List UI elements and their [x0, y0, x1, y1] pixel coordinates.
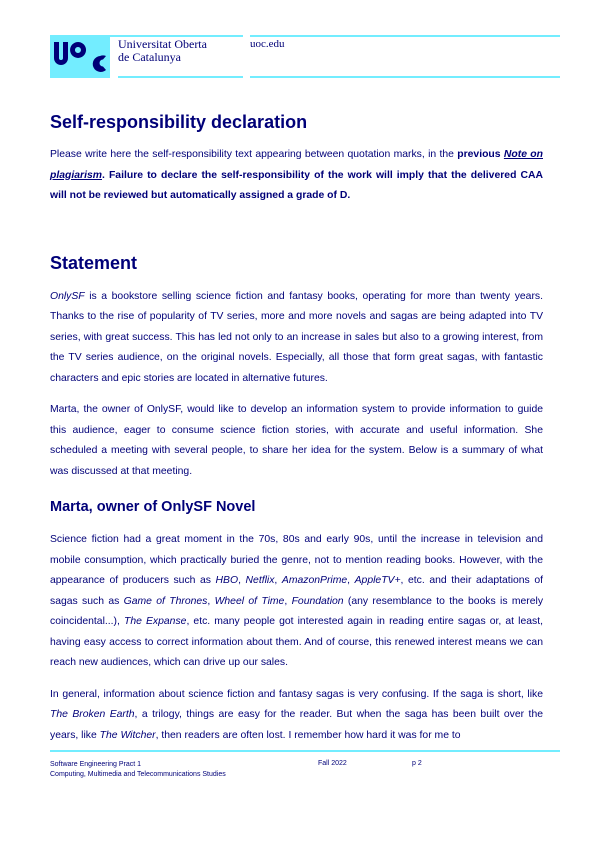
marta-paragraph-2 [50, 685, 543, 747]
text: , then readers are often lost. I remember how hard it was for me to [155, 729, 461, 741]
marta-section-title: Marta, owner of OnlySF Novel [50, 499, 256, 515]
header-rule-bottom-left [118, 76, 243, 78]
declaration-title: Self-responsibility declaration [50, 112, 308, 132]
statement-title: Statement [50, 252, 138, 273]
marta-paragraph-1 [50, 530, 543, 674]
text: Wheel of Time [214, 595, 285, 607]
text: , [284, 595, 292, 607]
institution-name [118, 38, 207, 64]
uoc-logo-icon [50, 36, 110, 78]
text: AmazonPrime [281, 575, 348, 586]
text: (any resemblance to the books is merely coincidental...), [50, 595, 544, 627]
text: The Broken Earth [50, 709, 135, 720]
declaration-paragraph [50, 145, 543, 207]
institution-line-2: de Catalunya [118, 50, 181, 64]
text: The Expanse [123, 616, 187, 627]
text: Foundation [291, 595, 344, 607]
footer-rule [50, 750, 560, 752]
text: HBO [215, 575, 239, 586]
text: AppleTV+ [354, 575, 401, 586]
text: , [347, 575, 355, 586]
footer-studies: Computing, Multimedia and Telecommunications Studies [50, 771, 226, 778]
declaration-previous: previous [457, 149, 501, 160]
text: Game of Thrones [123, 595, 208, 607]
declaration-warning: . Failure to declare the self-responsibility of the work will imply that the delivered CAA will not be reviewed but automatically assigned a grade of D. [50, 169, 543, 201]
statement-p1-text: is a bookstore selling science fiction and fantasy books, operating for more than twenty years. Thanks to the rise of popularity of TV series, more and more novels and sagas are being adapted into TV series, with great success. This has led not only to an increase in sales but also to a growing interest, from the TV series audience, on the original novels. Especially, all those that form great sagas, with fantastic characters and epic stories are located in alternative futures. [50, 290, 543, 384]
text: , a trilogy, things are easy for the reader. But when the saga has been built over the years, like [50, 709, 543, 741]
statement-paragraph-2: Marta, the owner of OnlySF, would like to develop an information system to provide information to guide this audience, eager to consume science fiction stories, with accurate and useful information. She scheduled a meeting with several people, to share her idea for the system. Below is a summary of what was discussed at that meeting. [50, 404, 543, 477]
footer-course: Software Engineering Pract 1 [50, 761, 142, 768]
institution-line-1: Universitat Oberta [118, 37, 207, 51]
text: Netflix [245, 575, 275, 586]
header-rule-bottom-right [250, 76, 560, 78]
text: Science fiction had a great moment in the 70s, 80s and early 90s, until the increase in television and mobile consumption, which practically buried the genre, not to mention reading books. However, with the appearance of producers such as [50, 534, 543, 586]
text: , [238, 575, 246, 586]
statement-paragraph-1 [50, 287, 543, 390]
footer-term: Fall 2022 [318, 760, 347, 767]
page-content [50, 110, 543, 746]
text: In general, information about science fiction and fantasy sagas is very confusing. If the saga is short, like [50, 688, 543, 700]
text: , etc. many people got interested again in reading entire sagas or, at least, having easy access to correct information about them. And of course, this renewed interest means we can reach new audiences, which can drive up our sales. [50, 616, 543, 668]
onlysf-name: OnlySF [50, 290, 85, 302]
text: , [274, 575, 282, 586]
website-link[interactable]: uoc.edu [250, 38, 285, 50]
footer-left [50, 760, 226, 780]
text: , etc. and their adaptations of sagas such as [50, 575, 543, 607]
plagiarism-note-link[interactable]: Note on plagiarism [50, 149, 543, 181]
header-rule-right [250, 35, 560, 37]
declaration-text: Please write here the self-responsibility text appearing between quotation marks, in the [50, 149, 458, 160]
text: , [207, 595, 215, 607]
text: The Witcher [99, 729, 156, 741]
footer-page-number: p 2 [412, 760, 422, 767]
